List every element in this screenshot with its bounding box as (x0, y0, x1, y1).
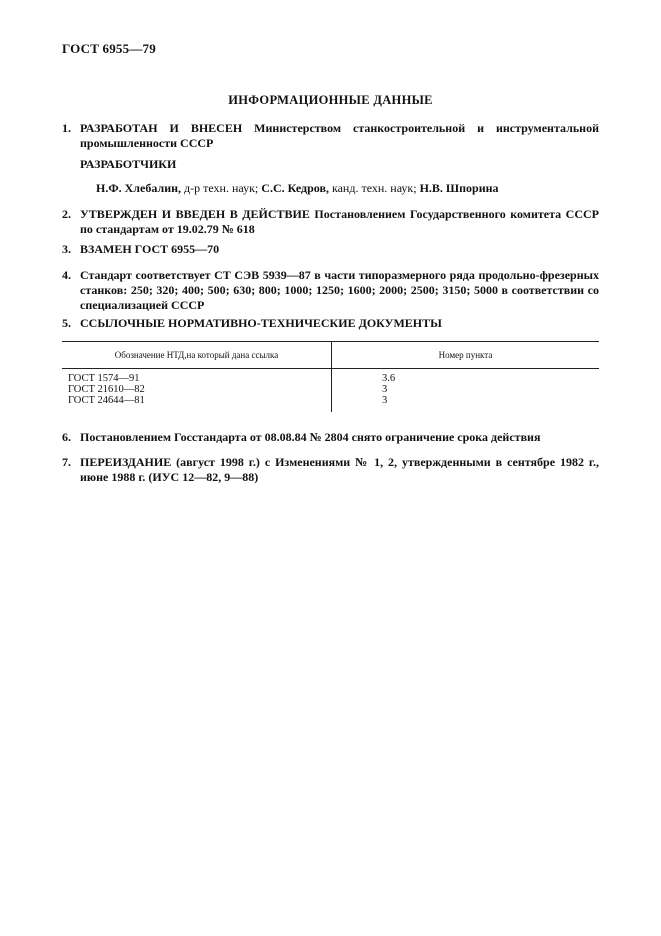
table-cell: ГОСТ 1574—91 (62, 369, 332, 385)
item-text: Стандарт соответствует СТ СЭВ 5939—87 в части типоразмерного ряда продольно-фрезерных станков: 250; 320; 400; 500; 630; 800; 1000; 1250; 1600; 2000; 2500; 3150; 5000 в соответствии со специализацией СССР (80, 268, 599, 312)
section-title: ИНФОРМАЦИОННЫЕ ДАННЫЕ (228, 93, 433, 107)
item-number: 7. (62, 455, 71, 469)
table-cell: ГОСТ 21610—82 (62, 384, 332, 395)
item-text: РАЗРАБОТАН И ВНЕСЕН Министерством станкостроительной и инструментальной промышленности СССР (80, 121, 599, 150)
item-text: УТВЕРЖДЕН И ВВЕДЕН В ДЕЙСТВИЕ Постановлением Государственного комитета СССР по стандартам от 19.02.79 № 618 (80, 207, 599, 236)
table-header-row (62, 342, 599, 369)
developer-name: Н.В. Шпорина (419, 181, 499, 195)
reference-documents-table (62, 341, 599, 412)
table-cell: ГОСТ 24644—81 (62, 395, 332, 412)
table-cell: 3 (382, 384, 388, 395)
item-number: 5. (62, 316, 71, 330)
item-number: 1. (62, 121, 71, 135)
item-number: 6. (62, 430, 71, 444)
item-6 (62, 430, 599, 445)
column-header-designation: Обозначение НТД,на который дана ссылка (62, 342, 332, 369)
item-4 (62, 268, 599, 313)
developers-heading: РАЗРАБОТЧИКИ (80, 157, 177, 171)
item-text: ПЕРЕИЗДАНИЕ (август 1998 г.) с Изменениями № 1, 2, утвержденными в сентябре 1982 г., июне 1988 г. (ИУС 12—82, 9—88) (80, 455, 599, 484)
table-cell: 3 (382, 395, 388, 406)
developer-degree: канд. техн. наук; (328, 181, 420, 195)
developer-name: Н.Ф. Хлебалин, (96, 181, 182, 195)
developer-name: С.С. Кедров, (261, 181, 329, 195)
item-3 (62, 242, 599, 257)
developers-list (96, 181, 499, 196)
item-number: 4. (62, 268, 71, 282)
table-row (62, 369, 599, 385)
table-cell: 3.6 (382, 373, 396, 384)
column-header-clause: Номер пункта (332, 342, 600, 369)
item-number: 2. (62, 207, 71, 221)
document-code: ГОСТ 6955—79 (62, 41, 156, 56)
developer-degree: д-р техн. наук; (181, 181, 262, 195)
item-text: Постановлением Госстандарта от 08.08.84 № 2804 снято ограничение срока действия (80, 430, 541, 444)
item-1 (62, 121, 599, 151)
item-number: 3. (62, 242, 71, 256)
item-5 (62, 316, 599, 331)
item-text: ВЗАМЕН ГОСТ 6955—70 (80, 242, 220, 256)
table-row (62, 395, 599, 412)
item-7 (62, 455, 599, 485)
table-row (62, 384, 599, 395)
item-text: ССЫЛОЧНЫЕ НОРМАТИВНО-ТЕХНИЧЕСКИЕ ДОКУМЕНТЫ (80, 316, 442, 330)
item-2 (62, 207, 599, 237)
